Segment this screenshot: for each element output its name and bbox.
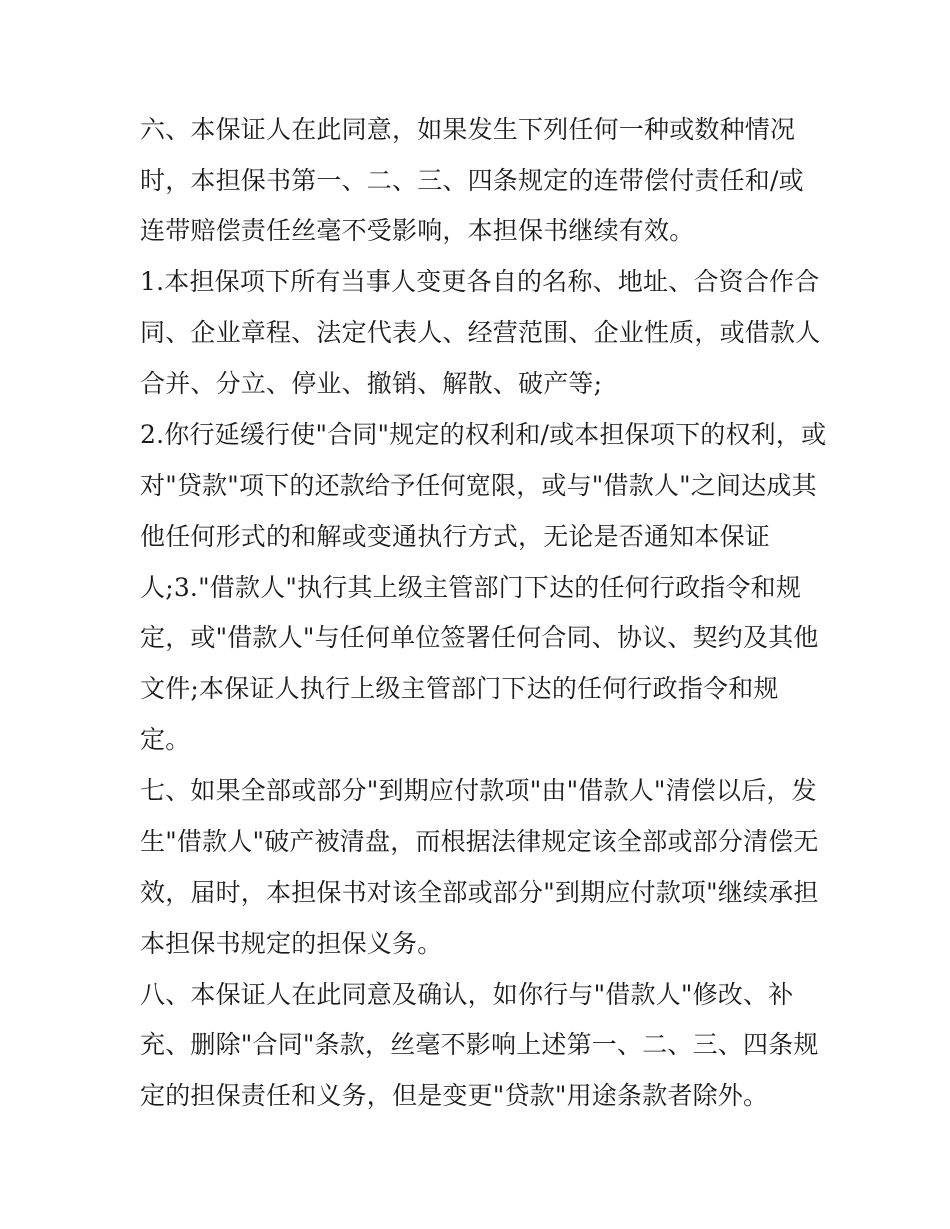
text-line: 他任何形式的和解或变通执行方式，无论是否通知本保证 xyxy=(140,522,771,551)
text-line: 合并、分立、停业、撤销、解散、破产等; xyxy=(140,369,603,398)
text-line: 连带赔偿责任丝毫不受影响，本担保书继续有效。 xyxy=(140,216,695,245)
text-line: 七、如果全部或部分"到期应付款项"由"借款人"清偿以后，发 xyxy=(140,776,817,805)
text-line: 八、本保证人在此同意及确认，如你行与"借款人"修改、补 xyxy=(140,980,794,1009)
text-line: 定的担保责任和义务，但是变更"贷款"用途条款者除外。 xyxy=(140,1081,769,1110)
text-line: 同、企业章程、法定代表人、经营范围、企业性质，或借款人 xyxy=(140,318,821,347)
text-line: 2.你行延缓行使"合同"规定的权利和/或本担保项下的权利，或 xyxy=(140,420,827,449)
text-line: 1.本担保项下所有当事人变更各自的名称、地址、合资合作合 xyxy=(140,267,820,296)
text-line: 本担保书规定的担保义务。 xyxy=(140,929,443,958)
text-line: 效，届时，本担保书对该全部或部分"到期应付款项"继续承担 xyxy=(140,878,819,907)
text-line: 对"贷款"项下的还款给予任何宽限，或与"借款人"之间达成其 xyxy=(140,471,817,500)
text-line: 人;3."借款人"执行其上级主管部门下达的任何行政指令和规 xyxy=(140,573,802,602)
text-line: 充、删除"合同"条款，丝毫不影响上述第一、二、三、四条规 xyxy=(140,1030,819,1059)
text-line: 文件;本保证人执行上级主管部门下达的任何行政指令和规 xyxy=(140,674,779,703)
text-line: 六、本保证人在此同意，如果发生下列任何一种或数种情况 xyxy=(140,115,796,144)
text-line: 定，或"借款人"与任何单位签署任何合同、协议、契约及其他 xyxy=(140,623,819,652)
text-line: 时，本担保书第一、二、三、四条规定的连带偿付责任和/或 xyxy=(140,166,804,195)
text-line: 生"借款人"破产被清盘，而根据法律规定该全部或部分清偿无 xyxy=(140,827,819,856)
text-line: 定。 xyxy=(140,725,191,754)
